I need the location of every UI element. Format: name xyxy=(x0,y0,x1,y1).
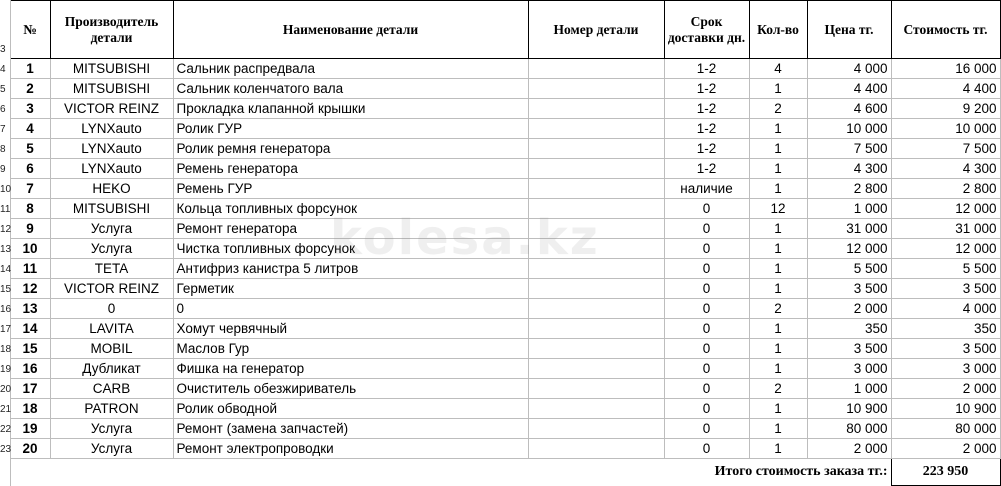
cell-cost[interactable]: 16 000 xyxy=(891,59,1000,79)
cell-term[interactable]: 1-2 xyxy=(664,119,749,139)
cell-num[interactable]: 18 xyxy=(10,399,50,419)
cell-name[interactable]: Ремень генератора xyxy=(173,159,528,179)
cell-term[interactable]: 0 xyxy=(664,239,749,259)
cell-name[interactable]: Ролик обводной xyxy=(173,399,528,419)
row-number[interactable]: 4 xyxy=(0,59,10,79)
cell-part-number[interactable] xyxy=(528,199,664,219)
cell-name[interactable]: Ремонт электропроводки xyxy=(173,439,528,459)
row-number[interactable]: 11 xyxy=(0,199,10,219)
cell-cost[interactable]: 4 300 xyxy=(891,159,1000,179)
cell-num[interactable]: 16 xyxy=(10,359,50,379)
cell-term[interactable]: 0 xyxy=(664,379,749,399)
row-number[interactable]: 13 xyxy=(0,239,10,259)
header-qty[interactable]: Кол-во xyxy=(749,1,807,59)
table-row xyxy=(0,319,1000,339)
cell-cost[interactable]: 3 500 xyxy=(891,339,1000,359)
cell-name[interactable]: Герметик xyxy=(173,279,528,299)
cell-term[interactable]: 1-2 xyxy=(664,139,749,159)
cell-num[interactable]: 10 xyxy=(10,239,50,259)
cell-part-number[interactable] xyxy=(528,139,664,159)
header-cost[interactable]: Стоимость тг. xyxy=(891,1,1000,59)
cell-num[interactable]: 19 xyxy=(10,419,50,439)
cell-price[interactable]: 4 000 xyxy=(807,59,891,79)
table-row xyxy=(0,179,1000,199)
cell-price[interactable]: 350 xyxy=(807,319,891,339)
cell-num[interactable]: 4 xyxy=(10,119,50,139)
cell-part-number[interactable] xyxy=(528,319,664,339)
cell-price[interactable]: 1 000 xyxy=(807,379,891,399)
row-number[interactable]: 18 xyxy=(0,339,10,359)
cell-qty[interactable]: 1 xyxy=(749,219,807,239)
cell-price[interactable]: 2 000 xyxy=(807,299,891,319)
cell-part-number[interactable] xyxy=(528,419,664,439)
cell-cost[interactable]: 12 000 xyxy=(891,239,1000,259)
cell-qty[interactable]: 1 xyxy=(749,119,807,139)
cell-num[interactable]: 11 xyxy=(10,259,50,279)
header-part-number[interactable]: Номер детали xyxy=(528,1,664,59)
cell-maker[interactable]: Услуга xyxy=(50,239,173,259)
cell-maker[interactable]: LYNXauto xyxy=(50,139,173,159)
cell-num[interactable]: 17 xyxy=(10,379,50,399)
table-row xyxy=(0,419,1000,439)
cell-cost[interactable]: 4 000 xyxy=(891,299,1000,319)
cell-num[interactable]: 3 xyxy=(10,99,50,119)
cell-name[interactable]: Антифриз канистра 5 литров xyxy=(173,259,528,279)
cell-cost[interactable]: 12 000 xyxy=(891,199,1000,219)
cell-name[interactable]: Сальник распредвала xyxy=(173,59,528,79)
cell-cost[interactable]: 4 400 xyxy=(891,79,1000,99)
cell-part-number[interactable] xyxy=(528,439,664,459)
cell-term[interactable]: наличие xyxy=(664,179,749,199)
row-number[interactable]: 20 xyxy=(0,379,10,399)
cell-num[interactable]: 20 xyxy=(10,439,50,459)
cell-num[interactable]: 6 xyxy=(10,159,50,179)
cell-price[interactable]: 3 500 xyxy=(807,279,891,299)
watermark: kolesa.kz xyxy=(330,210,600,266)
table-row xyxy=(0,139,1000,159)
cell-name[interactable]: Ремонт (замена запчастей) xyxy=(173,419,528,439)
cell-maker[interactable]: Услуга xyxy=(50,219,173,239)
cell-name[interactable]: Чистка топливных форсунок xyxy=(173,239,528,259)
cell-name[interactable]: 0 xyxy=(173,299,528,319)
cell-maker[interactable]: 0 xyxy=(50,299,173,319)
cell-qty[interactable]: 4 xyxy=(749,59,807,79)
cell-maker[interactable]: MITSUBISHI xyxy=(50,79,173,99)
cell-num[interactable]: 1 xyxy=(10,59,50,79)
cell-part-number[interactable] xyxy=(528,119,664,139)
row-number[interactable]: 19 xyxy=(0,359,10,379)
cell-maker[interactable]: Услуга xyxy=(50,439,173,459)
cell-part-number[interactable] xyxy=(528,59,664,79)
cell-cost[interactable]: 2 000 xyxy=(891,379,1000,399)
header-row xyxy=(0,1,1000,59)
header-name[interactable]: Наименование детали xyxy=(173,1,528,59)
cell-name[interactable]: Очиститель обезжириватель xyxy=(173,379,528,399)
cell-name[interactable]: Ролик ремня генератора xyxy=(173,139,528,159)
cell-qty[interactable]: 1 xyxy=(749,79,807,99)
cell-qty[interactable]: 1 xyxy=(749,139,807,159)
cell-cost[interactable]: 3 000 xyxy=(891,359,1000,379)
cell-name[interactable]: Ремень ГУР xyxy=(173,179,528,199)
cell-maker[interactable]: PATRON xyxy=(50,399,173,419)
table-row xyxy=(0,239,1000,259)
header-term[interactable]: Срок доставки дн. xyxy=(664,1,749,59)
cell-num[interactable]: 5 xyxy=(10,139,50,159)
table-row xyxy=(0,299,1000,319)
cell-num[interactable]: 13 xyxy=(10,299,50,319)
table-row xyxy=(0,79,1000,99)
cell-qty[interactable]: 1 xyxy=(749,239,807,259)
cell-part-number[interactable] xyxy=(528,339,664,359)
cell-term[interactable]: 0 xyxy=(664,219,749,239)
cell-price[interactable]: 31 000 xyxy=(807,219,891,239)
cell-cost[interactable]: 10 000 xyxy=(891,119,1000,139)
cell-qty[interactable]: 1 xyxy=(749,339,807,359)
table-row xyxy=(0,379,1000,399)
cell-cost[interactable]: 9 200 xyxy=(891,99,1000,119)
cell-term[interactable]: 0 xyxy=(664,319,749,339)
cell-cost[interactable]: 31 000 xyxy=(891,219,1000,239)
cell-maker[interactable]: HEKO xyxy=(50,179,173,199)
cell-maker[interactable]: LYNXauto xyxy=(50,119,173,139)
total-label[interactable]: Итого стоимость заказа тг.: xyxy=(714,464,888,480)
cell-num[interactable]: 15 xyxy=(10,339,50,359)
cell-qty[interactable]: 1 xyxy=(749,359,807,379)
row-number[interactable]: 3 xyxy=(0,1,10,59)
total-value[interactable]: 223 950 xyxy=(891,459,1000,486)
cell-cost[interactable]: 350 xyxy=(891,319,1000,339)
cell-cost[interactable]: 80 000 xyxy=(891,419,1000,439)
cell-price[interactable]: 1 000 xyxy=(807,199,891,219)
cell-qty[interactable]: 1 xyxy=(749,179,807,199)
cell-price[interactable]: 80 000 xyxy=(807,419,891,439)
cell-maker[interactable]: Дубликат xyxy=(50,359,173,379)
table-row xyxy=(0,439,1000,459)
cell-maker[interactable]: VICTOR REINZ xyxy=(50,279,173,299)
cell-maker[interactable]: LYNXauto xyxy=(50,159,173,179)
cell-num[interactable]: 8 xyxy=(10,199,50,219)
header-num[interactable]: № xyxy=(10,1,50,59)
table-row xyxy=(0,279,1000,299)
cell-maker[interactable]: LAVITA xyxy=(50,319,173,339)
cell-price[interactable]: 4 600 xyxy=(807,99,891,119)
table-row xyxy=(0,99,1000,119)
cell-price[interactable]: 12 000 xyxy=(807,239,891,259)
row-number[interactable]: 12 xyxy=(0,219,10,239)
cell-cost[interactable]: 2 000 xyxy=(891,439,1000,459)
cell-name[interactable]: Прокладка клапанной крышки xyxy=(173,99,528,119)
cell-term[interactable]: 0 xyxy=(664,359,749,379)
cell-maker[interactable]: MITSUBISHI xyxy=(50,199,173,219)
cell-part-number[interactable] xyxy=(528,359,664,379)
row-number[interactable]: 22 xyxy=(0,419,10,439)
cell-num[interactable]: 12 xyxy=(10,279,50,299)
cell-qty[interactable]: 2 xyxy=(749,99,807,119)
cell-num[interactable]: 14 xyxy=(10,319,50,339)
cell-part-number[interactable] xyxy=(528,259,664,279)
cell-name[interactable]: Фишка на генератор xyxy=(173,359,528,379)
cell-part-number[interactable] xyxy=(528,99,664,119)
cell-price[interactable]: 4 400 xyxy=(807,79,891,99)
cell-part-number[interactable] xyxy=(528,239,664,259)
cell-term[interactable]: 1-2 xyxy=(664,79,749,99)
table-row xyxy=(0,59,1000,79)
table-row xyxy=(0,199,1000,219)
cell-maker[interactable]: VICTOR REINZ xyxy=(50,99,173,119)
cell-term[interactable]: 0 xyxy=(664,439,749,459)
header-price[interactable]: Цена тг. xyxy=(807,1,891,59)
cell-term[interactable]: 0 xyxy=(664,399,749,419)
row-number[interactable]: 9 xyxy=(0,159,10,179)
row-number[interactable]: 6 xyxy=(0,99,10,119)
cell-part-number[interactable] xyxy=(528,279,664,299)
cell-cost[interactable]: 10 900 xyxy=(891,399,1000,419)
cell-term[interactable]: 0 xyxy=(664,259,749,279)
cell-maker[interactable]: Услуга xyxy=(50,419,173,439)
cell-part-number[interactable] xyxy=(528,79,664,99)
row-number[interactable]: 15 xyxy=(0,279,10,299)
table-row xyxy=(0,359,1000,379)
cell-price[interactable]: 10 000 xyxy=(807,119,891,139)
row-number[interactable]: 21 xyxy=(0,399,10,419)
cell-qty[interactable]: 1 xyxy=(749,159,807,179)
cell-num[interactable]: 9 xyxy=(10,219,50,239)
cell-qty[interactable]: 1 xyxy=(749,419,807,439)
cell-part-number[interactable] xyxy=(528,179,664,199)
cell-name[interactable]: Маслов Гур xyxy=(173,339,528,359)
cell-cost[interactable]: 5 500 xyxy=(891,259,1000,279)
cell-term[interactable]: 0 xyxy=(664,279,749,299)
cell-term[interactable]: 1-2 xyxy=(664,59,749,79)
cell-part-number[interactable] xyxy=(528,399,664,419)
cell-name[interactable]: Ремонт генератора xyxy=(173,219,528,239)
cell-qty[interactable]: 1 xyxy=(749,439,807,459)
cell-price[interactable]: 5 500 xyxy=(807,259,891,279)
cell-qty[interactable]: 1 xyxy=(749,399,807,419)
cell-cost[interactable]: 7 500 xyxy=(891,139,1000,159)
cell-part-number[interactable] xyxy=(528,299,664,319)
row-number[interactable]: 23 xyxy=(0,439,10,459)
cell-term[interactable]: 0 xyxy=(664,299,749,319)
cell-price[interactable]: 3 000 xyxy=(807,359,891,379)
cell-term[interactable]: 0 xyxy=(664,419,749,439)
cell-part-number[interactable] xyxy=(528,379,664,399)
cell-qty[interactable]: 1 xyxy=(749,279,807,299)
cell-name[interactable]: Кольца топливных форсунок xyxy=(173,199,528,219)
cell-qty[interactable]: 2 xyxy=(749,299,807,319)
cell-cost[interactable]: 2 800 xyxy=(891,179,1000,199)
row-number[interactable]: 10 xyxy=(0,179,10,199)
row-number[interactable]: 17 xyxy=(0,319,10,339)
row-number[interactable]: 5 xyxy=(0,79,10,99)
cell-cost[interactable]: 3 500 xyxy=(891,279,1000,299)
row-number[interactable]: 16 xyxy=(0,299,10,319)
total-row xyxy=(0,459,1000,486)
cell-maker[interactable]: MOBIL xyxy=(50,339,173,359)
table-row xyxy=(0,159,1000,179)
cell-price[interactable]: 4 300 xyxy=(807,159,891,179)
cell-price[interactable]: 2 800 xyxy=(807,179,891,199)
cell-term[interactable]: 1-2 xyxy=(664,159,749,179)
cell-price[interactable]: 7 500 xyxy=(807,139,891,159)
cell-part-number[interactable] xyxy=(528,219,664,239)
cell-name[interactable]: Хомут червячный xyxy=(173,319,528,339)
cell-price[interactable]: 2 000 xyxy=(807,439,891,459)
cell-maker[interactable]: MITSUBISHI xyxy=(50,59,173,79)
cell-name[interactable]: Ролик ГУР xyxy=(173,119,528,139)
cell-price[interactable]: 3 500 xyxy=(807,339,891,359)
table-row xyxy=(0,259,1000,279)
cell-qty[interactable]: 1 xyxy=(749,259,807,279)
cell-term[interactable]: 0 xyxy=(664,339,749,359)
cell-qty[interactable]: 2 xyxy=(749,379,807,399)
cell-maker[interactable]: TETA xyxy=(50,259,173,279)
row-number[interactable]: 7 xyxy=(0,119,10,139)
header-maker[interactable]: Производитель детали xyxy=(50,1,173,59)
cell-term[interactable]: 0 xyxy=(664,199,749,219)
cell-qty[interactable]: 12 xyxy=(749,199,807,219)
row-number[interactable]: 8 xyxy=(0,139,10,159)
cell-num[interactable]: 7 xyxy=(10,179,50,199)
table-row xyxy=(0,219,1000,239)
table-row xyxy=(0,339,1000,359)
cell-price[interactable]: 10 900 xyxy=(807,399,891,419)
cell-name[interactable]: Сальник коленчатого вала xyxy=(173,79,528,99)
table-row xyxy=(0,119,1000,139)
cell-term[interactable]: 1-2 xyxy=(664,99,749,119)
cell-maker[interactable]: CARB xyxy=(50,379,173,399)
cell-qty[interactable]: 1 xyxy=(749,319,807,339)
row-number[interactable]: 14 xyxy=(0,259,10,279)
table-row xyxy=(0,399,1000,419)
cell-num[interactable]: 2 xyxy=(10,79,50,99)
cell-part-number[interactable] xyxy=(528,159,664,179)
